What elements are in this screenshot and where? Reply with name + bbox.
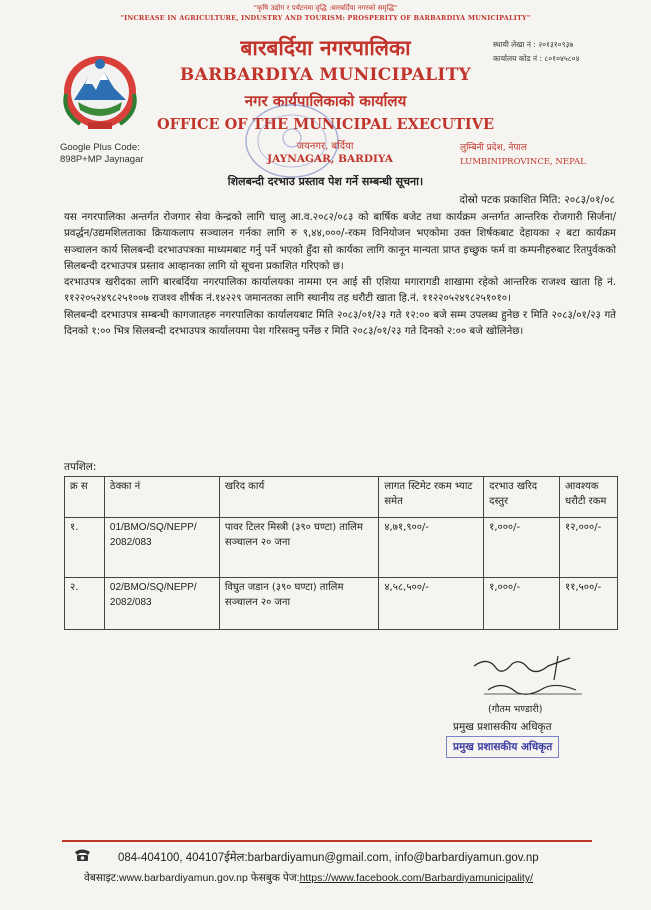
cell-cost: ४,७१,९००/- bbox=[379, 518, 484, 578]
published-date: दोस्रो पटक प्रकाशित मिति: २०८३/०१/०८ bbox=[459, 194, 615, 206]
header-sn: क्र स bbox=[65, 477, 105, 518]
header-form-fee: दरभाउ खरिद दस्तुर bbox=[484, 477, 560, 518]
header-deposit: आवश्यक धरौटी रकम bbox=[560, 477, 618, 518]
province bbox=[460, 141, 586, 169]
permanent-account-label: स्थायी लेखा नं bbox=[493, 40, 531, 49]
website-line bbox=[84, 871, 533, 885]
address-english: JAYNAGAR, BARDIYA bbox=[267, 153, 393, 165]
cell-deposit: ११,५००/- bbox=[560, 578, 618, 630]
facebook-link[interactable]: https://www.facebook.com/Barbardiyamunicipality/ bbox=[299, 872, 534, 884]
province-english: LUMBINIPROVINCE, NEPAL bbox=[460, 157, 586, 167]
cell-deposit: १२,०००/- bbox=[560, 518, 618, 578]
cell-sn: १. bbox=[65, 518, 105, 578]
cell-work: विघुत जडान (३९० घण्टा) तालिम सञ्चालन २० जना bbox=[219, 578, 379, 630]
notice-subject: शिलबन्दी दरभाउ प्रस्ताव पेश गर्ने सम्बन्धी सूचना। bbox=[227, 175, 424, 188]
header-work: खरिद कार्य bbox=[219, 477, 379, 518]
cell-work: पावर टिलर मिस्त्री (३९० घण्टा) तालिम सञ्चालन २० जना bbox=[219, 518, 379, 578]
address-nepali: जयनगर, बर्दिया bbox=[296, 141, 354, 152]
cell-cost: ४,५८,५००/- bbox=[379, 578, 484, 630]
header-ref: ठेक्का नं bbox=[104, 477, 219, 518]
office-code-value: ८०१०४५८०४ bbox=[544, 54, 580, 63]
notice-paragraph: सिलबन्दी दरभाउपत्र सम्बन्धी कागजातहरु नगरपालिका कार्यालयबाट मिति २०८३/०१/२३ गते १२:०० बजे सम्म उपलब्ध हुनेछ र मिति २०८३/०१/२३ गते दिनको १:०० भित्र सिलबन्दी दरभाउपत्र कार्यालयमा पेश गरिसक्नु पर्नेछ र मिति २०८३/०१/२३ गते दिनको २:०० बजे खोलिनेछ। bbox=[64, 309, 616, 338]
municipality-name-nepali: बारबर्दिया नगरपालिका bbox=[240, 36, 411, 60]
signatory-name: (गौतम भण्डारी) bbox=[488, 704, 543, 715]
notice-paragraph: दरभाउपत्र खरीदका लागि बारबर्दिया नगरपालिका कार्यालयका नाममा एन आई सी एशिया मगारागडी शाखामा रहेको आन्तरिक राजश्व खाता हि नं. ११२२०५२४९८२५१००७ राजश्व शीर्षक नं.१४२२९ जमानतका लागि स्थानीय तह धरौटी खाता हि.नं. ११२२०५२४९८२५१०१०। bbox=[64, 277, 616, 305]
notice-body bbox=[64, 210, 616, 340]
signatory-designation: प्रमुख प्रशासकीय अधिकृत bbox=[453, 721, 552, 733]
cell-sn: २. bbox=[65, 578, 105, 630]
footer-divider bbox=[62, 840, 592, 842]
cell-form-fee: १,०००/- bbox=[484, 518, 560, 578]
signature-icon bbox=[458, 654, 588, 704]
bid-details-table bbox=[64, 476, 618, 630]
table-header-row bbox=[65, 477, 618, 518]
office-name-nepali: नगर कार्यपालिकाको कार्यालय bbox=[244, 92, 407, 110]
google-plus-value: 898P+MP Jaynagar bbox=[60, 154, 144, 165]
office-code: कार्यालय कोड नं : ८०१०४५८०४ bbox=[493, 54, 580, 63]
permanent-account-value: २०१३१०९३७ bbox=[538, 40, 574, 49]
permanent-account-number: स्थायी लेखा नं : २०१३१०९३७ bbox=[493, 40, 574, 49]
table-row bbox=[65, 578, 618, 630]
phone-icon bbox=[74, 848, 91, 862]
cell-ref: 02/BMO/SQ/NEPP/ 2082/083 bbox=[104, 578, 219, 630]
google-plus-code bbox=[60, 142, 144, 166]
google-plus-label: Google Plus Code: bbox=[60, 142, 140, 153]
slogan-english: "INCREASE IN AGRICULTURE, INDUSTRY AND TOURISM: PROSPERITY OF BARBARDIYA MUNICIPALITY" bbox=[120, 14, 531, 22]
designation-stamp: प्रमुख प्रशासकीय अधिकृत bbox=[446, 736, 559, 758]
municipality-name-english: BARBARDIYA MUNICIPALITY bbox=[179, 65, 472, 85]
slogan-nepali: "कृषि उद्योग र पर्यटनमा वृद्धि :बारबर्दिया नगरको समृद्धि" bbox=[253, 4, 398, 12]
contact-info: 084-404100, 404107ईमेल:barbardiyamun@gmail.com, info@barbardiyamun.gov.np bbox=[118, 852, 539, 864]
cell-ref: 01/BMO/SQ/NEPP/ 2082/083 bbox=[104, 518, 219, 578]
header-cost: लागत स्टिमेट रकम भ्याट समेत bbox=[379, 477, 484, 518]
details-label: तपशिल: bbox=[64, 461, 97, 473]
office-code-label: कार्यालय कोड नं bbox=[493, 54, 538, 63]
office-name-english: OFFICE OF THE MUNICIPAL EXECUTIVE bbox=[156, 116, 495, 133]
website-text: वेबसाइट:www.barbardiyamun.gov.np फेसबुक पेज: bbox=[84, 872, 300, 884]
cell-form-fee: १,०००/- bbox=[484, 578, 560, 630]
notice-paragraph: यस नगरपालिका अन्तर्गत रोजगार सेवा केन्द्रको लागि चालु आ.व.२०८२/०८३ को बार्षिक बजेट तथा कार्यक्रम अन्तर्गत आन्तरिक रोजगारी सिर्जना/प्रवर्द्धन/उद्यमशिलताका क्रियाकलाप सञ्चालन गर्नका लागि रु ९,४४,०००/-रकम विनियोजन भएकोमा उक्त शिर्षकबाट देहायका २ बटा कार्यक्रम सञ्चालन कार्य सिलबन्दी दरभाउपत्रका माध्यमबाट गर्नु पर्ने भएको हुँदा सो कार्यका लागि कानून मान्यता प्राप्त इच्छुक फर्म वा कम्पनीहरुबाट रितपुर्वकको सिलबन्दी दरभाउपत्र प्रस्ताव आव्हानका लागि यो सूचना प्रकाशित गरिएको छ। bbox=[64, 212, 616, 272]
province-nepali: लुम्बिनी प्रदेश, नेपाल bbox=[460, 143, 527, 153]
table-row bbox=[65, 518, 618, 578]
